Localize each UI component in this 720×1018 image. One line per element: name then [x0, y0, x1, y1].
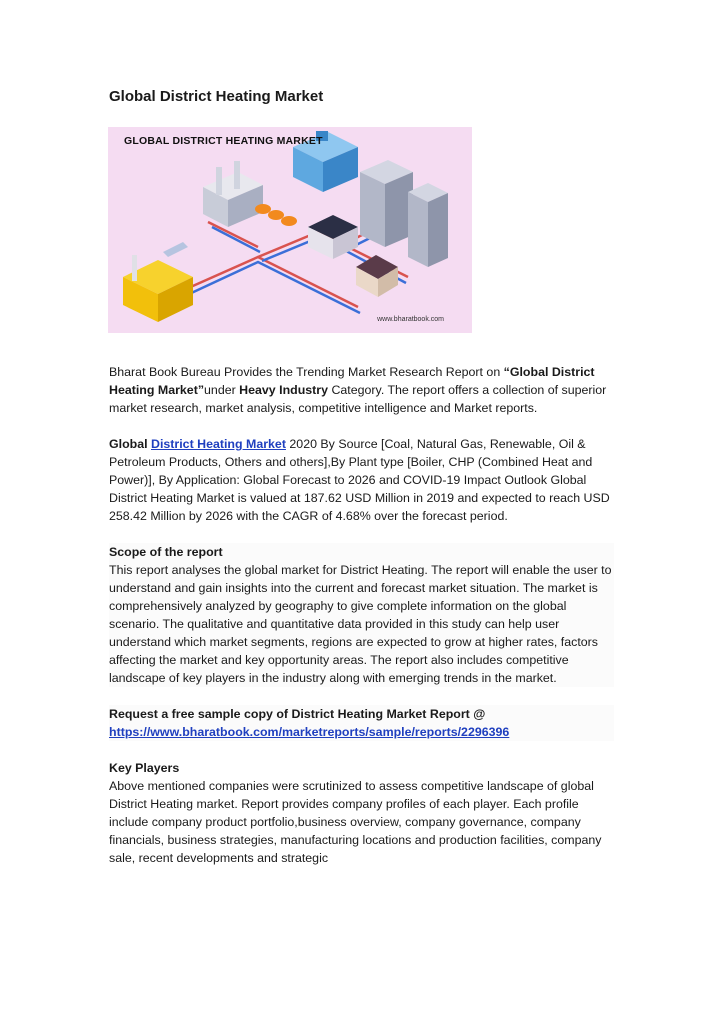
page-title: Global District Heating Market	[109, 88, 324, 105]
hero-title: GLOBAL DISTRICT HEATING MARKET	[124, 135, 323, 147]
players-heading: Key Players	[109, 761, 180, 775]
overview-global: Global	[109, 437, 151, 451]
players-text: Above mentioned companies were scrutinized to assess competitive landscape of global District Heating market. Report provides company profiles of each player. Each profile include company product portfolio,business overview, company governance, company financials, business strategies, manufacturing locations and production facilities, company sale, recent developments and strategic	[109, 779, 602, 865]
intro-report-name: “Global District Heating Market”	[109, 365, 595, 397]
overview-paragraph	[109, 435, 614, 525]
intro-text-3: Category. The report offers a collection of superior market research, market analysis, competitive intelligence and Market reports.	[109, 383, 607, 415]
sample-section	[109, 705, 614, 741]
hero-image	[108, 127, 472, 333]
intro-text-2: under	[204, 383, 240, 397]
document-body	[109, 363, 614, 885]
hero-url: www.bharatbook.com	[377, 316, 444, 323]
intro-text-1: Bharat Book Bureau Provides the Trending Market Research Report on	[109, 365, 504, 379]
overview-text: 2020 By Source [Coal, Natural Gas, Renewable, Oil & Petroleum Products, Others and others],By Plant type [Boiler, CHP (Combined Heat and Power)], By Application: Global Forecast to 2026 and COVID-19 Impact Outlook Global District Heating Market is valued at 187.62 USD Million in 2019 and expected to reach USD 258.42 Million by 2026 with the CAGR of 4.68% over the forecast period.	[109, 437, 610, 523]
district-heating-illustration	[108, 127, 472, 333]
scope-heading: Scope of the report	[109, 545, 223, 559]
sample-link[interactable]: https://www.bharatbook.com/marketreports/sample/reports/2296396	[109, 725, 510, 739]
scope-text: This report analyses the global market for District Heating. The report will enable the user to understand and gain insights into the current and forecast market situation. The market is comprehensively analyzed by geography to give complete information on the global scenario. The qualitative and quantitative data provided in this study can help user understand which market segments, regions are expected to grow at higher rates, factors affecting the market and key opportunity areas. The report also includes competitive landscape of key players in the industry along with emerging trends in the market.	[109, 563, 612, 685]
sample-heading: Request a free sample copy of District Heating Market Report @	[109, 707, 486, 721]
players-section	[109, 759, 614, 867]
market-link[interactable]: District Heating Market	[151, 437, 286, 451]
intro-paragraph	[109, 363, 614, 417]
intro-category: Heavy Industry	[239, 383, 329, 397]
scope-section	[109, 543, 614, 687]
